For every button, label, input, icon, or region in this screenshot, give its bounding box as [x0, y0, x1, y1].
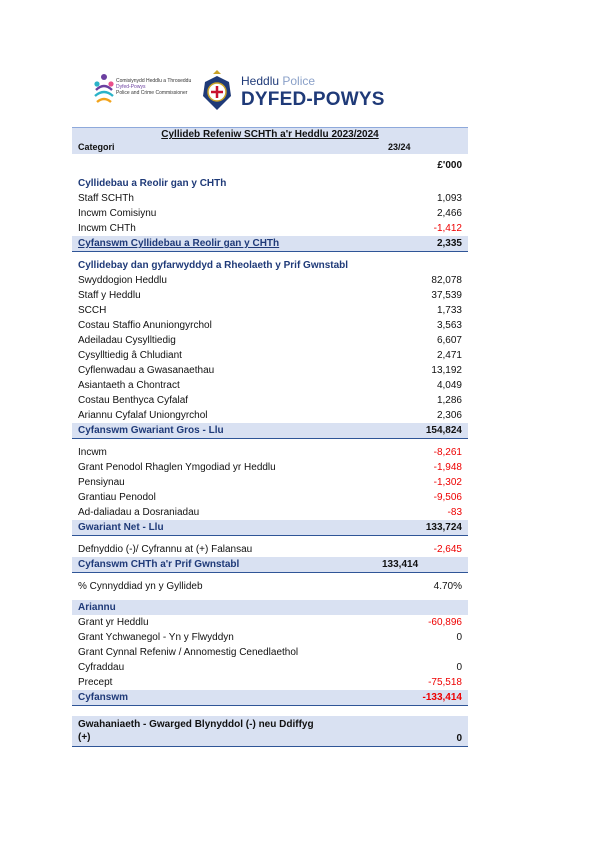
- pcc-line1: Comisiynydd Heddlu a Throseddu: [116, 78, 192, 84]
- police-crest-icon: [199, 68, 235, 114]
- table-row: Ad-daliadau a Dosraniadau -83: [78, 507, 462, 518]
- col-year: 23/24: [388, 142, 411, 152]
- table-row: Costau Staffio Anuniongyrchol 3,563: [78, 320, 462, 331]
- table-row: Staff SCHTh 1,093: [78, 193, 462, 204]
- column-header-row: [72, 141, 468, 154]
- table-row: Cysylltiedig â Chludiant 2,471: [78, 350, 462, 361]
- funding-heading: Ariannu: [72, 600, 468, 615]
- table-row: Grant yr Heddlu -60,896: [78, 617, 462, 628]
- table-row: Asiantaeth a Chontract 4,049: [78, 380, 462, 391]
- cc-total-row: Cyfanswm CHTh a'r Prif Gwnstabl 133,414: [72, 557, 468, 573]
- pcc-emblem-icon: [92, 72, 116, 106]
- pcc-line3: Police and Crime Commissioner: [116, 90, 188, 96]
- police-word-heddlu: Heddlu: [241, 74, 280, 88]
- table-row: Cyfraddau 0: [78, 662, 462, 673]
- table-row: Costau Benthyca Cyfalaf 1,286: [78, 395, 462, 406]
- police-name: DYFED-POWYS: [241, 89, 385, 110]
- table-title: Cyllideb Refeniw SCHTh a'r Heddlu 2023/2024: [161, 129, 379, 140]
- police-logo: [199, 68, 459, 116]
- total-row: Cyfanswm Cyllidebau a Reolir gan y CHTh 2,335: [72, 236, 468, 252]
- table-row: Grant Penodol Rhaglen Ymgodiad yr Heddlu -1,948: [78, 462, 462, 473]
- section-heading: Cyllidebau a Reolir gan y CHTh: [78, 178, 227, 189]
- table-row: Incwm -8,261: [78, 447, 462, 458]
- table-row: Grant Cynnal Refeniw / Annomestig Cenedlaethol: [78, 647, 299, 658]
- col-category: Categori: [78, 142, 115, 152]
- budget-table: [72, 127, 468, 747]
- reserves-row: Defnyddio (-)/ Cyfrannu at (+) Falansau -2,645: [78, 544, 462, 555]
- total-row: Cyfanswm -133,414: [72, 690, 468, 706]
- table-row: Pensiynau -1,302: [78, 477, 462, 488]
- table-row: Incwm Comisiynu 2,466: [78, 208, 462, 219]
- table-row: SCCH 1,733: [78, 305, 462, 316]
- final-row: Gwahaniaeth - Gwarged Blynyddol (-) neu Ddiffyg (+) 0: [72, 716, 468, 747]
- table-row: Ariannu Cyfalaf Uniongyrchol 2,306: [78, 410, 462, 421]
- table-title-row: [72, 127, 468, 141]
- table-row: Incwm CHTh -1,412: [78, 223, 462, 234]
- police-word-police: Police: [282, 74, 316, 88]
- increase-row: % Cynnyddiad yn y Gyllideb 4.70%: [78, 581, 462, 592]
- table-row: Staff y Heddlu 37,539: [78, 290, 462, 301]
- pcc-line2: Dyfed-Powys: [116, 84, 146, 90]
- total-row: Cyfanswm Gwariant Gros - Llu 154,824: [72, 423, 468, 439]
- table-row: Adeiladau Cysylltiedig 6,607: [78, 335, 462, 346]
- table-row: Grantiau Penodol -9,506: [78, 492, 462, 503]
- table-row: Precept -75,518: [78, 677, 462, 688]
- section-heading: Cyllidebay dan gyfarwyddyd a Rheolaeth y Prif Gwnstabl: [78, 260, 349, 271]
- table-row: Grant Ychwanegol - Yn y Flwyddyn 0: [78, 632, 462, 643]
- unit-row: [72, 154, 468, 176]
- total-row: Gwariant Net - Llu 133,724: [72, 520, 468, 536]
- pcc-logo: [92, 72, 202, 112]
- table-row: Swyddogion Heddlu 82,078: [78, 275, 462, 286]
- unit-label: £'000: [437, 160, 462, 171]
- table-row: Cyflenwadau a Gwasanaethau 13,192: [78, 365, 462, 376]
